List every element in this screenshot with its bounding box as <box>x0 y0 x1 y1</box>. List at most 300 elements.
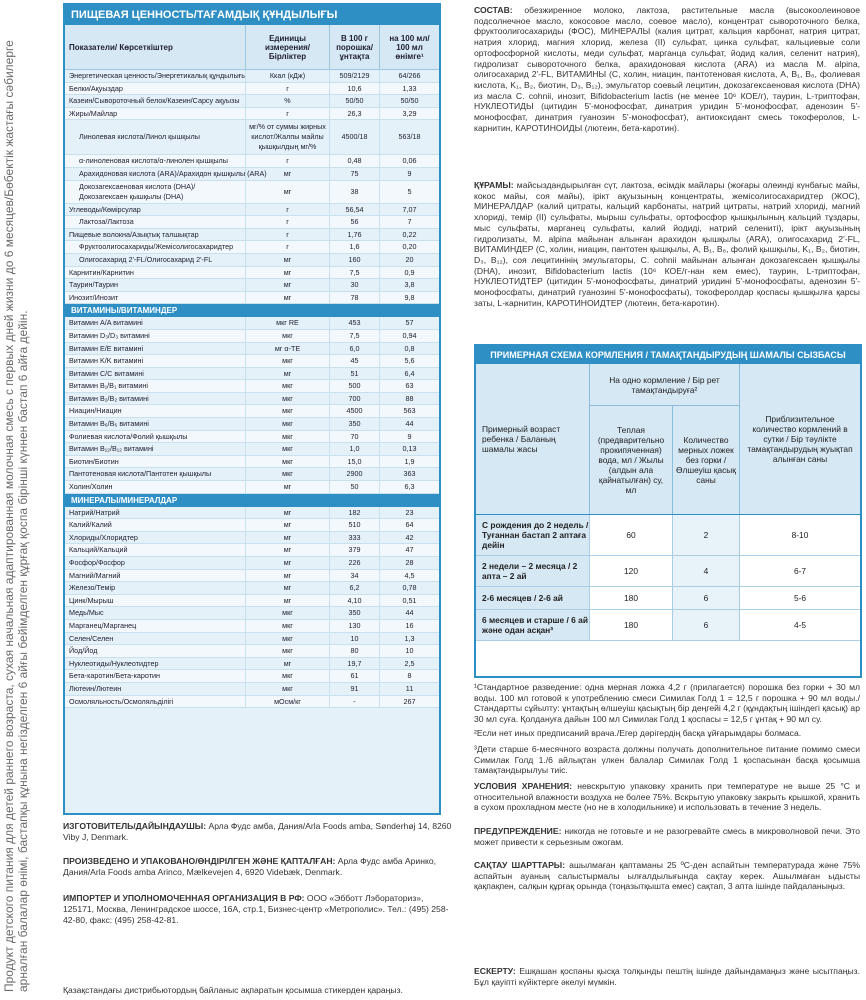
nutrient-per-100g: 4500 <box>329 405 379 417</box>
nutrient-per-100ml: 1,9 <box>379 456 439 468</box>
warning-kz-text: Ешқашан қоспаны қысқа толқынды пештің ішінде дайындамаңыз және ысытпаңыз. Бұл қауіпті күйіктерге әкелуі мүмкін. <box>474 966 860 987</box>
nutrient-unit: мг <box>245 507 329 519</box>
nutrition-row <box>65 532 439 545</box>
nutrient-per-100ml: 64 <box>379 519 439 531</box>
nutrient-name: Витамин D₃/D₃ витамині <box>69 330 150 340</box>
nutrient-per-100g: 75 <box>329 168 379 180</box>
nutrition-row <box>65 431 439 444</box>
nutrient-per-100g: 453 <box>329 317 379 329</box>
nutrient-per-100g: 130 <box>329 620 379 632</box>
nutrition-row <box>65 418 439 431</box>
nutrient-unit: мкг <box>245 380 329 392</box>
footnote-3: ³Дети старше 6-месячного возраста должны получать дополнительное питание помимо смеси Симилак Голд 1./6 айлықтан үлкен балалар Симилак Голд 1 қоспасынан басқа қосымша тамақтандырылуы тиіс. <box>474 744 860 776</box>
nutrient-per-100g: 34 <box>329 570 379 582</box>
nutrient-per-100g: 56 <box>329 216 379 228</box>
storage-kz <box>474 860 860 892</box>
header-per-100g: В 100 г порошка/ ұнтақта <box>329 25 379 69</box>
nutrient-name: Нуклеотиды/Нуклеотидтер <box>69 658 159 668</box>
nutrient-per-100ml: 47 <box>379 544 439 556</box>
nutrient-unit: мкг <box>245 355 329 367</box>
nutrient-per-100ml: 8 <box>379 670 439 682</box>
nutrient-name: Витамин B₆/B₆ витамині <box>69 419 149 429</box>
packed-label: ПРОИЗВЕДЕНО И УПАКОВАНО/ӨНДІРІЛГЕН ЖӘНЕ ҚАПТАЛҒАН: <box>63 856 336 866</box>
side-text-line-1: Продукт детского питания для детей раннего возраста, сухая начальная адаптированная молочная смесь с первых дней жизни до 6 месяцев/Бөбектік жастағы сәбилерге <box>2 40 16 992</box>
nutrient-name: Селен/Селен <box>69 633 114 643</box>
feeding-row <box>476 556 860 587</box>
nutrient-name: Пантотеновая кислота/Пантотен қышқылы <box>69 469 212 479</box>
nutrient-per-100ml: 0,13 <box>379 443 439 455</box>
nutrient-unit: мкг <box>245 330 329 342</box>
nutrient-per-100g: 50/50 <box>329 95 379 107</box>
nutrient-name: Фруктоолигосахариды/Жемісолигосахаридтер <box>79 242 234 252</box>
feeding-header-spoons: Количество мерных ложек без горки / Өлшеуіш қасық саны <box>672 406 739 514</box>
nutrient-per-100ml: 42 <box>379 532 439 544</box>
packed-block <box>63 856 455 878</box>
nutrient-unit: мкг <box>245 405 329 417</box>
feeding-header-count: Приблизительное количество кормлений в сутки / Бір тәулікте тамақтандырудың жуықтап алынған саны <box>739 364 860 514</box>
nutrient-name: Ниацин/Ниацин <box>69 406 122 416</box>
nutrient-name: α-линоленовая кислота/α-линолен қышқылы <box>79 156 228 166</box>
nutrient-unit: мг <box>245 168 329 180</box>
nutrition-row <box>65 633 439 646</box>
nutrient-name: Осмоляльность/Осмоляльділігі <box>69 696 174 706</box>
nutrient-per-100g: 78 <box>329 292 379 304</box>
nutrient-name: Фосфор/Фосфор <box>69 558 125 567</box>
nutrient-per-100ml: 5,6 <box>379 355 439 367</box>
nutrient-per-100ml: 563 <box>379 405 439 417</box>
nutrient-unit: мг <box>245 557 329 569</box>
nutrient-name: Олигосахарид 2'-FL/Олигосахарид 2'-FL <box>79 254 213 264</box>
nutrient-name: Белки/Ақуыздар <box>69 83 123 93</box>
side-vertical-text <box>2 8 50 992</box>
nutrient-unit: мкг <box>245 431 329 443</box>
nutrient-per-100g: 350 <box>329 418 379 430</box>
nutrient-per-100ml: 10 <box>379 645 439 657</box>
nutrient-per-100ml: 6,3 <box>379 481 439 493</box>
nutrient-per-100g: 56,54 <box>329 204 379 216</box>
composition-kz-text: майсыздандырылған сүт, лактоза, өсімдік майлары (жоғары олеинді күнбағыс майы, кокос майы, соя майы), ірікт ақуызының концентраты, жемісолигосахаридтер (ЖОС), МИНЕРАЛДАР (калий цитраты, кальций карбонаты, натрий цитраты, натрий хлориді, магний хлориді, темір (II) сульфаты, мырыш сульфаты, ортофосфор қышқылының кальций тұздары, мыс сульфаты, марганец сульфаты, калий йодиді, натрий селениті), ірікт ақуызының гидролизаты, M. alpina майынан алынған арахидон қышқылы (ARA), олигосахарид 2'-FL, ВИТАМИНДЕР (C, холин, ниацин, пантотен қышқылы, A, B₁, B₆, фолий қышқылы, K₁, B₂, биотин, D₃, B₁₂), соя лецитинінің эмульгаторы, C. cohnii майынан алынған докозагексаен қышқылы (DHA), инозит, Bifidobacterium lactis (10⁶ КОЕ/г-нан кем емес), таурин, L-триптофан, НУКЛЕОТИДТЕР (цитидин 5'-монофосфаты, динатрий уридині 5'-монофосфаты, аденозин 5'-монофосфаты, динатрий гуанозині 5'-монофосфаты), токоферолдар қоспасы қышқылға қарсы заты, L-карнитин, КАРОТИНОИДТЕР (лютеин, бета-каротин). <box>474 180 860 308</box>
nutrient-per-100g: 6,0 <box>329 343 379 355</box>
nutrient-unit: мг <box>245 658 329 670</box>
nutrient-per-100g: 19,7 <box>329 658 379 670</box>
nutrient-per-100ml: 23 <box>379 507 439 519</box>
nutrient-name: Карнитин/Карнитин <box>69 267 134 277</box>
nutrient-per-100ml: 0,94 <box>379 330 439 342</box>
nutrient-per-100ml: 57 <box>379 317 439 329</box>
footnote-2: ²Если нет иных предписаний врача./Егер дәрігердің басқа ұйғарымдары болмаса. <box>474 728 802 738</box>
nutrient-per-100g: 500 <box>329 380 379 392</box>
feeding-rows <box>476 515 860 641</box>
nutrient-unit: г <box>245 83 329 95</box>
feeding-title: ПРИМЕРНАЯ СХЕМА КОРМЛЕНИЯ / ТАМАҚТАНДЫРУДЫҢ ШАМАЛЫ СЫЗБАСЫ <box>476 346 860 364</box>
feeding-water: 60 <box>589 515 672 555</box>
importer-text: ООО «Эбботт Лэбораториз», 125171, Москва, Ленинградское шоссе, 16А, стр.1, Бизнес-центр «Метрополис». Тел.: (495) 258-42-80, факс: (495) 258-42-81. <box>63 893 449 925</box>
nutrient-per-100ml: 28 <box>379 557 439 569</box>
nutrition-row <box>65 582 439 595</box>
nutrient-name: Холин/Холин <box>69 482 113 492</box>
nutrient-unit: мкг <box>245 633 329 645</box>
nutrient-name: Пищевые волокна/Азықтық талшықтар <box>69 229 199 239</box>
nutrition-row <box>65 279 439 292</box>
composition-kz-label: ҚҰРАМЫ: <box>474 180 514 190</box>
nutrition-row <box>65 330 439 343</box>
feeding-spoons: 6 <box>672 610 739 640</box>
nutrient-name: Витамин K/K витамині <box>69 356 144 366</box>
header-indicator: Показатели/ Көрсеткіштер <box>69 42 173 52</box>
nutrition-row <box>65 595 439 608</box>
feeding-header <box>476 364 860 515</box>
nutrient-per-100ml: 44 <box>379 418 439 430</box>
nutrient-unit: мг <box>245 279 329 291</box>
nutrient-name: Железо/Темір <box>69 583 116 593</box>
nutrition-row <box>65 254 439 267</box>
nutrient-unit: мкг <box>245 607 329 619</box>
nutrient-per-100g: 50 <box>329 481 379 493</box>
nutrient-per-100g: 0,48 <box>329 155 379 167</box>
nutrient-per-100g: 7,5 <box>329 330 379 342</box>
nutrition-row <box>65 95 439 108</box>
nutrient-per-100ml: 0,51 <box>379 595 439 607</box>
nutrient-unit: мкг <box>245 670 329 682</box>
nutrient-unit: мкг <box>245 620 329 632</box>
warning-kz-label: ЕСКЕРТУ: <box>474 966 516 976</box>
nutrition-row <box>65 557 439 570</box>
feeding-table <box>474 344 862 678</box>
nutrient-name: Марганец/Марганец <box>69 620 137 630</box>
nutrition-row <box>65 481 439 494</box>
nutrient-per-100ml: 5 <box>379 181 439 203</box>
storage-ru <box>474 781 860 813</box>
packed-text: Арла Фудс амба Аринко, Дания/Arla Foods amba Arinco, Mælkevejen 4, 6920 Videbæk, Denmark. <box>63 856 436 877</box>
nutrient-per-100g: 26,3 <box>329 108 379 120</box>
feeding-row <box>476 515 860 556</box>
header-units: Единицы измерения/ Бірліктер <box>245 25 329 69</box>
nutrient-per-100ml: 9 <box>379 168 439 180</box>
nutrient-per-100g: 333 <box>329 532 379 544</box>
nutrient-name: Бета-каротин/Бета-каротин <box>69 671 160 681</box>
nutrient-unit: мг <box>245 570 329 582</box>
nutrient-name: Натрий/Натрий <box>69 507 120 517</box>
nutrient-per-100ml: 11 <box>379 683 439 695</box>
nutrient-per-100ml: 88 <box>379 393 439 405</box>
nutrient-name: Энергетическая ценность/Энергетикалық құндылығы <box>69 71 247 80</box>
nutrition-row <box>65 181 439 204</box>
nutrient-name: Инозит/Инозит <box>69 292 119 302</box>
nutrient-unit: мг <box>245 254 329 266</box>
nutrient-per-100ml: 44 <box>379 607 439 619</box>
feeding-water: 180 <box>589 587 672 609</box>
nutrient-unit: мг <box>245 519 329 531</box>
nutrient-name: Цинк/Мырыш <box>69 595 114 605</box>
nutrient-per-100g: 30 <box>329 279 379 291</box>
nutrient-unit: г <box>245 155 329 167</box>
feeding-row <box>476 610 860 641</box>
nutrient-unit: г <box>245 108 329 120</box>
nutrient-unit: мОсм/кг <box>245 696 329 708</box>
nutrition-row <box>65 229 439 242</box>
nutrient-unit: г <box>245 229 329 241</box>
nutrient-name: Таурин/Таурин <box>69 280 118 290</box>
nutrient-unit: мг <box>245 481 329 493</box>
nutrient-per-100g: 509/2129 <box>329 70 379 82</box>
feeding-spoons: 6 <box>672 587 739 609</box>
nutrient-unit: мкг <box>245 645 329 657</box>
nutrient-per-100ml: 0,9 <box>379 267 439 279</box>
nutrient-unit: % <box>245 95 329 107</box>
composition-ru-label: СОСТАВ: <box>474 5 513 15</box>
nutrition-row <box>65 204 439 217</box>
nutrient-per-100g: 4,10 <box>329 595 379 607</box>
nutrient-unit: мкг <box>245 456 329 468</box>
nutrient-per-100g: 226 <box>329 557 379 569</box>
nutrient-unit: мкг <box>245 468 329 480</box>
nutrient-name: Линолевая кислота/Линол қышқылы <box>79 132 200 142</box>
storage-ru-text: невскрытую упаковку хранить при температуре не выше 25 °С и относительной влажности воздуха не более 75%. Вскрытую упаковку закрыть крышкой, хранить в сухом прохладном месте (но не в холодильнике) и использовать в течение 3 недель. <box>474 781 861 813</box>
nutrient-per-100ml: 6,4 <box>379 368 439 380</box>
storage-kz-text: ашылмаған қаптаманы 25 ºС-ден аспайтын температурада және 75% аспайтын ауаның салыстырмалы ылғалдылығында сақтау керек. Ашылмаған ыдысты қақпақпен, салқын құрғақ орында (тоңазытқышта емес) сақтап, 3 апта ішінде пайдаланыңыз. <box>474 860 860 892</box>
nutrient-per-100g: 10,6 <box>329 83 379 95</box>
feeding-row <box>476 587 860 610</box>
nutrition-row <box>65 267 439 280</box>
nutrient-name: Калий/Калий <box>69 520 112 530</box>
manufacturer-block <box>63 821 455 843</box>
minerals-section-title: МИНЕРАЛЫ/МИНЕРАЛДАР <box>65 494 439 507</box>
nutrient-per-100g: 38 <box>329 181 379 203</box>
nutrient-name: Жиры/Майлар <box>69 108 118 118</box>
nutrition-row <box>65 155 439 168</box>
nutrient-per-100g: 2900 <box>329 468 379 480</box>
feeding-header-age: Примерный возраст ребенка / Баланың шамалы жасы <box>482 424 561 454</box>
nutrient-per-100ml: 1,3 <box>379 633 439 645</box>
feeding-spoons: 4 <box>672 556 739 586</box>
nutrient-per-100ml: 363 <box>379 468 439 480</box>
nutrient-unit: мг <box>245 544 329 556</box>
nutrient-unit: мкг RE <box>245 317 329 329</box>
nutrition-row <box>65 645 439 658</box>
nutrition-row <box>65 120 439 155</box>
nutrient-name: Витамин E/E витамині <box>69 343 144 353</box>
nutrient-per-100g: 160 <box>329 254 379 266</box>
nutrient-per-100g: 350 <box>329 607 379 619</box>
nutrient-per-100g: 10 <box>329 633 379 645</box>
minerals-rows <box>65 507 439 709</box>
warning-kz <box>474 966 860 987</box>
nutrient-per-100g: 91 <box>329 683 379 695</box>
nutrient-per-100g: 80 <box>329 645 379 657</box>
nutrient-name: Фолиевая кислота/Фолий қышқылы <box>69 431 188 441</box>
nutrient-name: Йод/Йод <box>69 646 98 656</box>
nutrition-row <box>65 108 439 121</box>
nutrient-per-100ml: 0,06 <box>379 155 439 167</box>
nutrient-per-100ml: 267 <box>379 696 439 708</box>
nutrition-row <box>65 70 439 83</box>
nutrient-per-100ml: 4,5 <box>379 570 439 582</box>
nutrient-per-100g: 182 <box>329 507 379 519</box>
manufacturer-text: Арла Фудс амба, Дания/Arla Foods amba, Sønderhøj 14, 8260 Viby J, Denmark. <box>63 821 452 842</box>
nutrient-unit: мг <box>245 368 329 380</box>
nutrient-per-100g: 61 <box>329 670 379 682</box>
composition-ru <box>474 5 860 133</box>
vitamins-rows <box>65 317 439 493</box>
nutrition-row <box>65 468 439 481</box>
nutrient-unit: г <box>245 216 329 228</box>
nutrient-unit: Ккал (кДж) <box>245 70 329 82</box>
nutrient-name: Витамин B₁/B₁ витамині <box>69 381 148 391</box>
nutrient-per-100g: 45 <box>329 355 379 367</box>
warning-ru-label: ПРЕДУПРЕЖДЕНИЕ: <box>474 826 562 836</box>
feeding-count: 4-5 <box>739 610 860 640</box>
nutrient-per-100g: 510 <box>329 519 379 531</box>
warning-ru-text: никогда не готовьте и не разогревайте смесь в микроволновой печи. Это может привести к серьезным ожогам. <box>474 826 860 847</box>
nutrient-per-100ml: 20 <box>379 254 439 266</box>
kz-distributor-note: Қазақстандағы дистрибьютордың байланыс ақпаратын қосымша стикерден қараңыз. <box>63 985 403 995</box>
nutrient-per-100ml: 9 <box>379 431 439 443</box>
feeding-count: 6-7 <box>739 556 860 586</box>
footnote-1: ¹Стандартное разведение: одна мерная ложка 4,2 г (прилагается) порошка без горки + 30 мл воды. 100 мл готовой к употреблению смеси Симилак Голд 1 = 12,5 г порошка + 90 мл воды./Стандартты сұйылту: ұнтақтың өлшеуіш қасықтың бір деңгейі 4,2 г (құндақтың ішіндегі қасық) ар 30 мл суға. Қолдануға дайын 100 мл Симилак Голд 1 қоспасы = 12,5 г ұнтақ + 90 мл су. <box>474 682 860 725</box>
nutrient-name: Кальций/Кальций <box>69 545 128 555</box>
nutrient-unit: мг <box>245 582 329 594</box>
nutrient-per-100g: 1,0 <box>329 443 379 455</box>
nutrient-name: Лактоза/Лактоза <box>79 217 134 227</box>
nutrient-per-100ml: 3,29 <box>379 108 439 120</box>
nutrient-unit: мг α-TE <box>245 343 329 355</box>
nutrient-name: Витамин B₁₂/B₁₂ витамині <box>69 444 154 454</box>
nutrient-name: Биотин/Биотин <box>69 456 119 466</box>
nutrition-table <box>63 3 441 815</box>
nutrient-per-100g: 15,0 <box>329 456 379 468</box>
nutrition-row <box>65 380 439 393</box>
storage-kz-label: САҚТАУ ШАРТТАРЫ: <box>474 860 566 870</box>
nutrition-row <box>65 393 439 406</box>
nutrient-unit: мг <box>245 595 329 607</box>
nutrient-per-100ml: 0,20 <box>379 241 439 253</box>
composition-ru-text: обезжиренное молоко, лактоза, растительные масла (высокоолеиновое подсолнечное масло, кокосовое масло, соевое масло), концентрат сывороточного белка, фруктоолигосахариды (ФОС), МИНЕРАЛЫ (калия цитрат, кальция карбонат, натрия цитрат, натрия хлорид, магния хлорид, железа (II) сульфат, цинка сульфат, кальциевые соли ортофосфорной кислоты, меди сульфат, марганца сульфат, йодид калия, селенит натрия), гидролизат сывороточного белка, арахидоновая кислота (ARA) из масла M. alpina, олигосахарид 2'-FL, ВИТАМИНЫ (C, холин, ниацин, пантотеновая кислота, A, B₁, B₆, фолиевая кислота, K₁, B₂, биотин, D₃, B₁₂), эмульгатор соевый лецитин, докозагексаеновая кислота (DHA) из масла C. cohnii, инозит, Bifidobacterium lactis (не менее 10⁶ КОЕ/г), таурин, L-триптофан, НУКЛЕОТИДЫ (цитидин 5'-монофосфат, динатрия уридин 5'-монофосфат, аденозин 5'-монофосфат, динатрия гуанозин 5'-монофосфат), антиоксидант смесь токоферолов, L-карнитин, КАРОТИНОИДЫ (лютеин, бета-каротин). <box>474 5 860 133</box>
nutrient-per-100ml: 9,8 <box>379 292 439 304</box>
nutrition-row <box>65 507 439 520</box>
nutrient-unit: мкг <box>245 393 329 405</box>
nutrient-name: Витамин A/A витамині <box>69 318 143 328</box>
nutrient-unit: мг <box>245 292 329 304</box>
nutrient-per-100ml: 0,78 <box>379 582 439 594</box>
feeding-age: С рождения до 2 недель / Туғаннан бастап 2 аптаға дейін <box>476 515 589 555</box>
nutrient-name: Докозагексаеновая кислота (DHA)/Докозагексаен қышқылы (DHA) <box>79 181 196 201</box>
nutrition-row <box>65 355 439 368</box>
feeding-count: 8-10 <box>739 515 860 555</box>
nutrient-per-100ml: 0,22 <box>379 229 439 241</box>
nutrient-per-100ml: 2,5 <box>379 658 439 670</box>
nutrient-per-100g: 70 <box>329 431 379 443</box>
feeding-count: 5-6 <box>739 587 860 609</box>
nutrition-row <box>65 658 439 671</box>
nutrient-name: Углеводы/Көмірсулар <box>69 204 141 214</box>
nutrition-row <box>65 683 439 696</box>
nutrient-name: Витамин C/C витамині <box>69 368 144 378</box>
feeding-water: 120 <box>589 556 672 586</box>
nutrient-per-100ml: 7,07 <box>379 204 439 216</box>
nutrient-unit: г <box>245 241 329 253</box>
nutrient-unit: мг <box>245 267 329 279</box>
nutrient-per-100ml: 1,33 <box>379 83 439 95</box>
nutrient-per-100ml: 563/18 <box>379 120 439 154</box>
nutrition-header <box>65 25 439 70</box>
feeding-water: 180 <box>589 610 672 640</box>
nutrition-row <box>65 519 439 532</box>
nutrient-name: Хлориды/Хлоридтер <box>69 532 138 542</box>
nutrient-name: Арахидоновая кислота (ARA)/Арахидон қышқылы (ARA) <box>79 168 267 178</box>
nutrient-unit: мкг <box>245 683 329 695</box>
feeding-age: 2-6 месяцев / 2-6 ай <box>476 587 589 609</box>
nutrient-per-100ml: 64/266 <box>379 70 439 82</box>
nutrition-row <box>65 620 439 633</box>
importer-label: ИМПОРТЕР И УПОЛНОМОЧЕННАЯ ОРГАНИЗАЦИЯ В РФ: <box>63 893 305 903</box>
nutrient-per-100g: 51 <box>329 368 379 380</box>
nutrient-per-100g: 7,5 <box>329 267 379 279</box>
nutrient-per-100ml: 50/50 <box>379 95 439 107</box>
vitamins-section-title: ВИТАМИНЫ/ВИТАМИНДЕР <box>65 304 439 317</box>
storage-ru-label: УСЛОВИЯ ХРАНЕНИЯ: <box>474 781 573 791</box>
nutrition-row <box>65 317 439 330</box>
nutrition-row <box>65 83 439 96</box>
side-text-line-2: арналған балалар өнімі, бастапқы құнына негізделген 6 айғы бейімделген құрғақ қоспа бірінші күннен бастап 6 айға дейін. <box>16 310 30 992</box>
nutrient-per-100g: 1,76 <box>329 229 379 241</box>
nutrient-unit: г <box>245 204 329 216</box>
nutrient-unit: мг <box>245 181 329 203</box>
nutrient-per-100ml: 16 <box>379 620 439 632</box>
nutrient-unit: мкг <box>245 443 329 455</box>
nutrition-row <box>65 696 439 709</box>
nutrient-per-100g: 1,6 <box>329 241 379 253</box>
nutrition-row <box>65 405 439 418</box>
nutrient-per-100ml: 7 <box>379 216 439 228</box>
nutrition-row <box>65 570 439 583</box>
nutrient-name: Казеин/Сывороточный белок/Казеин/Сарсу ақуызы <box>69 96 240 106</box>
nutrition-main-rows <box>65 70 439 304</box>
nutrition-row <box>65 544 439 557</box>
nutrient-unit: мг/% от суммы жирных кислот/Жалпы майлы қышқылдың мг/% <box>245 120 329 154</box>
feeding-spoons: 2 <box>672 515 739 555</box>
importer-block <box>63 893 455 926</box>
nutrient-name: Магний/Магний <box>69 570 121 580</box>
nutrition-row <box>65 670 439 683</box>
nutrition-row <box>65 456 439 469</box>
nutrient-per-100g: - <box>329 696 379 708</box>
nutrition-title: ПИЩЕВАЯ ЦЕННОСТЬ/ТАҒАМДЫҚ ҚҰНДЫЛЫҒЫ <box>65 5 439 25</box>
feeding-age: 6 месяцев и старше / 6 ай және одан асқан³ <box>476 610 589 640</box>
nutrient-per-100g: 4500/18 <box>329 120 379 154</box>
warning-ru <box>474 826 860 847</box>
nutrition-row <box>65 368 439 381</box>
nutrient-per-100ml: 3,8 <box>379 279 439 291</box>
nutrition-row <box>65 443 439 456</box>
feeding-header-one: На одно кормление / Бір рет тамақтандыруға² <box>589 364 739 406</box>
feeding-age: 2 недели – 2 месяца / 2 апта – 2 ай <box>476 556 589 586</box>
header-per-100ml: на 100 мл/ 100 мл өнімге¹ <box>379 25 439 69</box>
nutrition-row <box>65 607 439 620</box>
manufacturer-label: ИЗГОТОВИТЕЛЬ/ДАЙЫНДАУШЫ: <box>63 821 207 831</box>
feeding-header-water: Теплая (предварительно прокипяченная) вода, мл / Жылы (алдын ала қайнатылған) су, мл <box>589 406 672 514</box>
nutrient-per-100g: 379 <box>329 544 379 556</box>
nutrition-row <box>65 292 439 305</box>
nutrient-unit: мг <box>245 532 329 544</box>
nutrition-row <box>65 241 439 254</box>
nutrient-per-100ml: 63 <box>379 380 439 392</box>
nutrient-name: Лютеин/Лютеин <box>69 683 122 693</box>
nutrition-row <box>65 216 439 229</box>
nutrient-name: Витамин B₂/B₂ витамині <box>69 393 149 403</box>
composition-kz <box>474 180 860 308</box>
nutrient-per-100g: 6,2 <box>329 582 379 594</box>
nutrition-row <box>65 168 439 181</box>
